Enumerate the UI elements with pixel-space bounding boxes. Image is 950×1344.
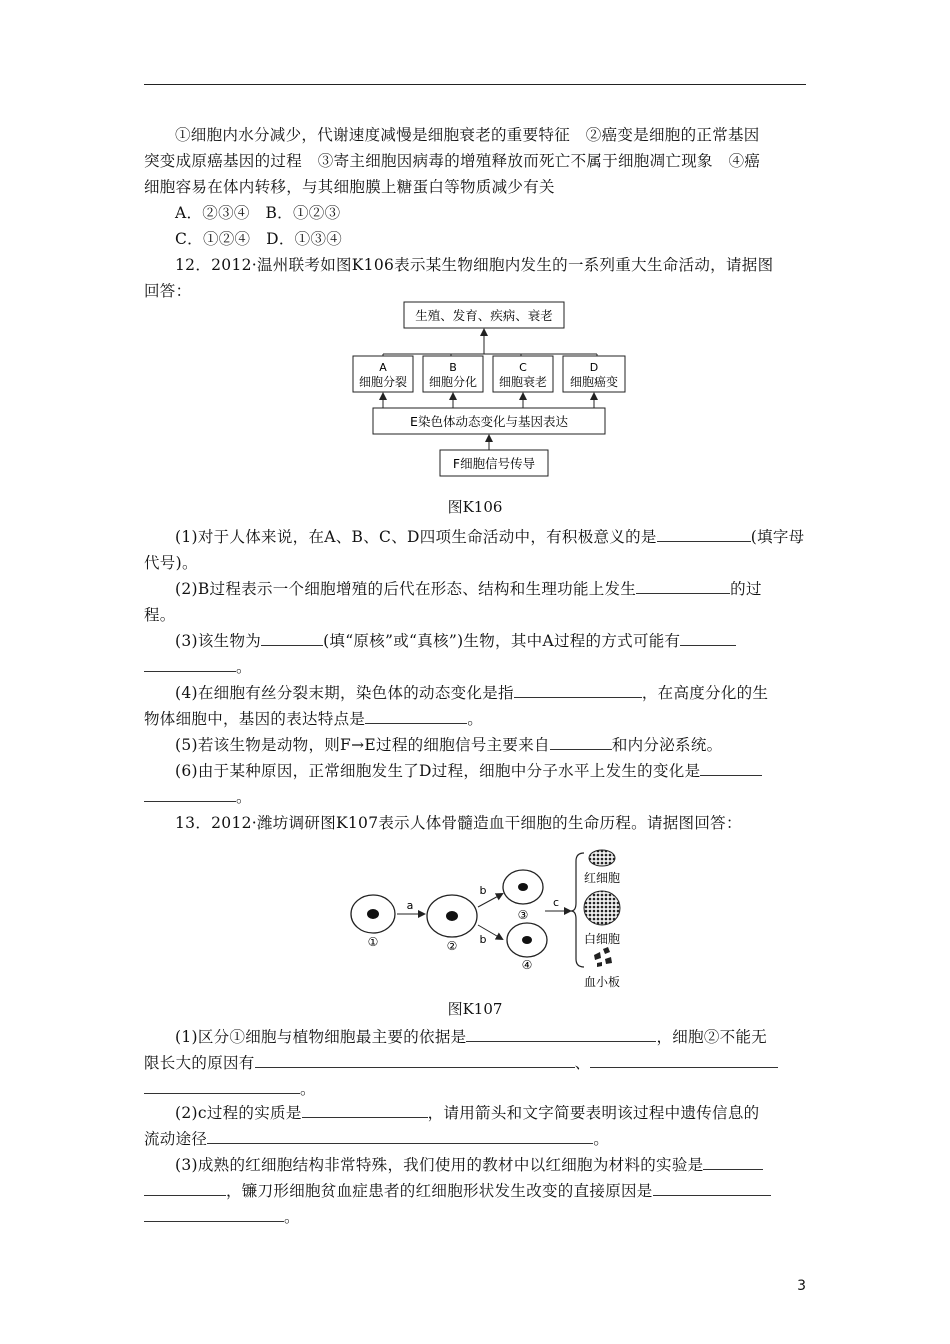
q13-s3-end: 。 <box>284 1208 300 1226</box>
q11-options-ab-wrap <box>144 200 806 226</box>
q11-line-2-wrap <box>144 148 806 174</box>
red-blood-cell-label: 红细胞 <box>583 871 621 885</box>
q13-s3-line-2 <box>144 1178 806 1204</box>
arrow-a-label: a <box>406 899 414 912</box>
q12-s3-text-b: (填“原核”或“真核”)生物，其中A过程的方式可能有 <box>323 632 681 650</box>
q12-s6-line-2-wrap <box>144 784 806 810</box>
cell-2-label: ② <box>446 939 458 953</box>
q11-line-3-wrap <box>144 174 806 200</box>
diagram-box-b-label: 细胞分化 <box>428 375 478 389</box>
page-number: 3 <box>797 1278 806 1294</box>
q12-s3-blank-2-cont[interactable] <box>144 654 236 672</box>
q13-s2-line-1 <box>144 1100 806 1126</box>
bracket <box>571 853 584 967</box>
q12-s1-text-b: (填字母 <box>750 528 805 546</box>
cell-1-label: ① <box>367 935 379 949</box>
diagram-middle-label: E染色体动态变化与基因表达 <box>410 414 568 429</box>
q13-s3 <box>144 1152 806 1178</box>
q12-s3-line-2-wrap <box>144 654 806 680</box>
diagram-box-d-label: 细胞癌变 <box>569 375 619 389</box>
q13-s1-text-c: 限长大的原因有 <box>144 1054 255 1072</box>
q13-s1-blank-2[interactable] <box>255 1050 575 1068</box>
diagram-box-d-letter: D <box>589 361 599 374</box>
figure-k106-diagram <box>340 296 640 482</box>
q13-s2-text-c: 流动途径 <box>144 1130 208 1148</box>
q12-s3-line-1 <box>144 628 806 654</box>
figure-k107-caption: 图K107 <box>447 1000 503 1018</box>
q13-s3-blank-2-cont[interactable] <box>144 1204 284 1222</box>
q13-s2-blank-1[interactable] <box>302 1100 428 1118</box>
q12-s4-blank-1[interactable] <box>514 680 642 698</box>
q12-s2-line-2: 程。 <box>144 606 176 624</box>
q13-s3-blank-1[interactable] <box>703 1152 763 1170</box>
q12-s3-blank-2[interactable] <box>680 628 736 646</box>
q12-s4-line-1 <box>144 680 806 706</box>
platelets-label: 血小板 <box>583 975 621 989</box>
q13-s2-line-2-wrap <box>144 1126 806 1152</box>
q12-s6-end: 。 <box>236 788 252 806</box>
q12-s4-text: (4)在细胞有丝分裂末期，染色体的动态变化是指 <box>175 684 514 702</box>
q13-s1-line-2 <box>144 1050 806 1076</box>
q12-stem-line-1: 12．2012·温州联考如图K106表示某生物细胞内发生的一系列重大生命活动，请据图 <box>175 256 774 274</box>
q13-s2-blank-2[interactable] <box>207 1126 593 1144</box>
q13-s1-end: 。 <box>300 1080 316 1098</box>
q13-s2-text: (2)c过程的实质是 <box>175 1104 302 1122</box>
q13-s3-blank-2[interactable] <box>653 1178 771 1196</box>
cell-4-label: ④ <box>521 958 533 972</box>
q12-s1-line-2: 代号)。 <box>144 554 198 572</box>
diagram-box-c-letter: C <box>519 361 527 374</box>
q13-s1 <box>144 1024 806 1050</box>
q13-s3-line-2-wrap <box>144 1178 806 1204</box>
cell-1-nucleus <box>367 909 379 919</box>
q13-s3-line-3-wrap <box>144 1204 806 1230</box>
platelets-image <box>594 947 612 967</box>
q12-s4-text-b: ，在高度分化的生 <box>641 684 769 702</box>
q13-s2-end: 。 <box>593 1130 610 1148</box>
figure-k107-caption-wrap <box>0 998 950 1018</box>
white-blood-cell-label: 白细胞 <box>583 932 621 946</box>
cell-3-label: ③ <box>517 908 529 922</box>
q12-s2-line-2-wrap <box>144 602 806 628</box>
q12-s6-blank[interactable] <box>700 758 762 776</box>
q13-s2-text-b: ，请用箭头和文字简要表明该过程中遗传信息的 <box>427 1104 760 1122</box>
figure-k106-caption-wrap <box>0 496 950 516</box>
q13-stem: 13．2012·潍坊调研图K107表示人体骨髓造血干细胞的生命历程。请据图回答： <box>175 814 742 832</box>
q12-s4-line-2 <box>144 706 806 732</box>
cell-4-nucleus <box>522 936 532 944</box>
q12-s1 <box>144 524 806 550</box>
q12-s1-text: (1)对于人体来说，在A、B、C、D四项生命活动中，有积极意义的是 <box>175 528 657 546</box>
q12-stem-wrap <box>144 252 806 278</box>
q12-s1-answer-blank[interactable] <box>657 524 751 542</box>
q13-s1-blank-3-cont[interactable] <box>144 1076 300 1094</box>
q13-s1-blank-1[interactable] <box>466 1024 656 1042</box>
q12-s2 <box>144 576 806 602</box>
q11-options-cd-wrap <box>144 226 806 252</box>
q13-s1-text-b: ，细胞②不能无 <box>656 1028 768 1046</box>
q12-s5-line-1 <box>144 732 806 758</box>
cell-2-nucleus <box>446 911 458 921</box>
q13-s2-line-2 <box>144 1126 806 1152</box>
q11-line-1: ①细胞内水分减少，代谢速度减慢是细胞衰老的重要特征 ②癌变是细胞的正常基因 <box>175 126 760 144</box>
diagram-box-a-letter: A <box>379 361 387 374</box>
q12-s6 <box>144 758 806 784</box>
arrow-b-down-label: b <box>479 933 487 946</box>
q13-s1-line-2-wrap <box>144 1050 806 1076</box>
q13-s3-line-1 <box>144 1152 806 1178</box>
q12-s5-text-b: 和内分泌系统。 <box>611 736 723 754</box>
q12-s3-end: 。 <box>236 658 252 676</box>
q13-s1-line-3-wrap <box>144 1076 806 1102</box>
q12-s4-text-c: 物体细胞中，基因的表达特点是 <box>144 710 366 728</box>
q11-line-2: 突变成原癌基因的过程 ③寄主细胞因病毒的增殖释放而死亡不属于细胞凋亡现象 ④癌 <box>144 152 761 170</box>
q12-s5-blank[interactable] <box>550 732 612 750</box>
q12-s2-text-b: 的过 <box>730 580 762 598</box>
q12-s2-text: (2)B过程表示一个细胞增殖的后代在形态、结构和生理功能上发生 <box>175 580 637 598</box>
q12-s4-blank-2[interactable] <box>365 706 467 724</box>
q13-s3-text-b: ，镰刀形细胞贫血症患者的红细胞形状发生改变的直接原因是 <box>226 1182 653 1200</box>
q13-s1-comma: 、 <box>574 1054 591 1072</box>
q13-s1-blank-3[interactable] <box>590 1050 778 1068</box>
q12-s6-text: (6)由于某种原因，正常细胞发生了D过程，细胞中分子水平上发生的变化是 <box>175 762 701 780</box>
q12-s6-line-1 <box>144 758 806 784</box>
q11-statements <box>144 122 806 148</box>
q12-s4 <box>144 680 806 706</box>
q13-s2 <box>144 1100 806 1126</box>
q12-s6-blank-cont[interactable] <box>144 784 236 802</box>
diagram-box-b-letter: B <box>449 361 457 374</box>
q13-s3-blank-1-cont[interactable] <box>144 1178 226 1196</box>
diagram-bottom-label: F细胞信号传导 <box>452 456 536 471</box>
q13-s3-line-3 <box>144 1204 806 1230</box>
white-blood-cell-image <box>584 891 620 925</box>
q11-line-3: 细胞容易在体内转移，与其细胞膜上糖蛋白等物质减少有关 <box>144 178 555 196</box>
q13-stem-wrap <box>144 810 806 836</box>
arrow-c-label: c <box>552 896 560 909</box>
q13-s1-text: (1)区分①细胞与植物细胞最主要的依据是 <box>175 1028 467 1046</box>
figure-k107-diagram <box>340 845 640 993</box>
q12-s2-line-1 <box>144 576 806 602</box>
q12-s3-blank-1[interactable] <box>261 628 323 646</box>
red-blood-cell-image <box>589 850 615 866</box>
q12-s1-line-1 <box>144 524 806 550</box>
q12-s6-line-2 <box>144 784 806 810</box>
q11-options-cd: C．①②④ D．①③④ <box>175 230 343 248</box>
q12-s3-text: (3)该生物为 <box>175 632 262 650</box>
q11-options-ab: A．②③④ B．①②③ <box>175 204 341 222</box>
cell-3-nucleus <box>518 883 528 891</box>
q12-s4-line-2-wrap <box>144 706 806 732</box>
q13-s1-line-1 <box>144 1024 806 1050</box>
diagram-box-a-label: 细胞分裂 <box>358 375 408 389</box>
q13-s1-line-3 <box>144 1076 806 1102</box>
figure-k106-caption: 图K106 <box>447 498 503 516</box>
q12-s5 <box>144 732 806 758</box>
q12-s3 <box>144 628 806 654</box>
q12-s2-answer-blank[interactable] <box>636 576 730 594</box>
diagram-top-label: 生殖、发育、疾病、衰老 <box>415 308 553 323</box>
q12-stem-line-2: 回答： <box>144 282 192 300</box>
header-rule <box>144 84 806 85</box>
arrow-b-up-label: b <box>479 884 487 897</box>
q12-s1-line-2-wrap <box>144 550 806 576</box>
q13-s3-text: (3)成熟的红细胞结构非常特殊，我们使用的教材中以红细胞为材料的实验是 <box>175 1156 704 1174</box>
diagram-box-c-label: 细胞衰老 <box>498 375 548 389</box>
q12-s3-line-2 <box>144 654 806 680</box>
q12-s4-end: 。 <box>467 710 484 728</box>
q12-s5-text: (5)若该生物是动物，则F→E过程的细胞信号主要来自 <box>175 736 550 754</box>
